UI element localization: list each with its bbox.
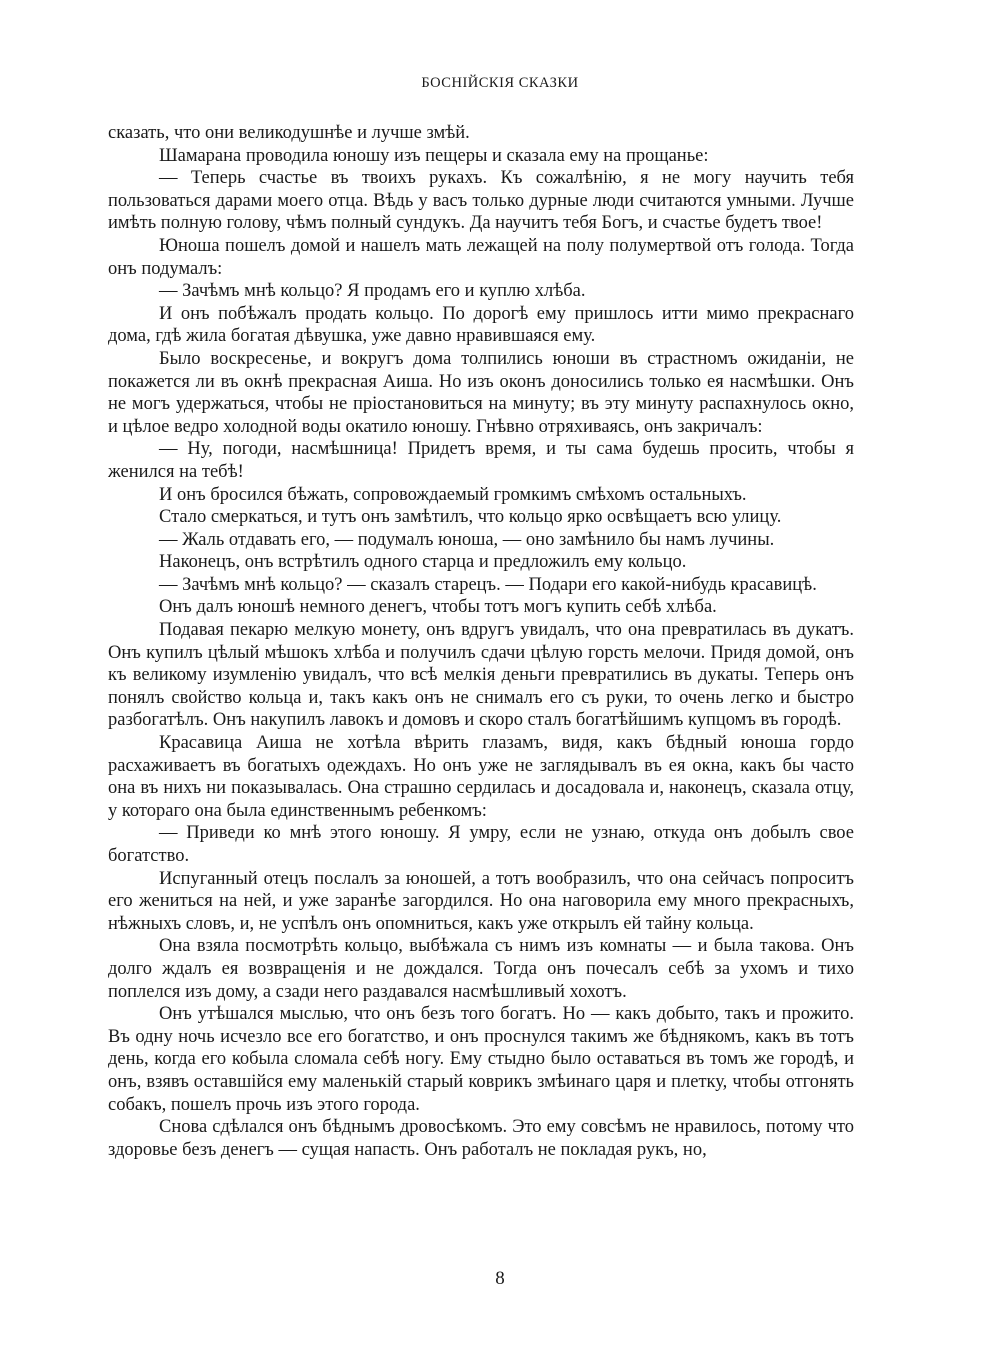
- body-text: [108, 122, 854, 1161]
- paragraph: — Зачѣмъ мнѣ кольцо? Я продамъ его и куплю хлѣба.: [159, 281, 586, 302]
- paragraph: сказать, что они великодушнѣе и лучше змѣй.: [108, 123, 470, 143]
- paragraph: Юноша пошелъ домой и нашелъ мать лежащей на полу полумертвой отъ голода. Тогда онъ подумалъ:: [108, 235, 854, 279]
- paragraph: — Теперь счастье въ твоихъ рукахъ. Къ сожалѣнію, я не могу научить тебя пользоваться дарами моего отца. Вѣдь у васъ только дурные люди считаются умными. Лучше имѣть полную голову, чѣмъ полный сундукъ. Да научитъ тебя Богъ, и счастье будетъ твое!: [108, 168, 854, 234]
- paragraph: Подавая пекарю мелкую монету, онъ вдругъ увидалъ, что она превратилась въ дукатъ. Онъ купилъ цѣлый мѣшокъ хлѣба и получилъ сдачи цѣлую горсть мелочи. Придя домой, онъ къ великому изумленію увидалъ, что всѣ мелкія деньги превратились въ дукаты. Теперь онъ понялъ свойство кольца и, такъ какъ онъ не снималъ его съ руки, то очень легко и быстро разбогатѣлъ. Онъ накупилъ лавокъ и домовъ и скоро сталъ богатѣйшимъ купцомъ въ городѣ.: [108, 620, 854, 731]
- paragraph: Наконецъ, онъ встрѣтилъ одного старца и предложилъ ему кольцо.: [159, 552, 687, 573]
- running-head: БОСНІЙСКІЯ СКАЗКИ: [421, 75, 579, 91]
- paragraph: Красавица Аиша не хотѣла вѣрить глазамъ, видя, какъ бѣдный юноша гордо расхаживаетъ въ богатыхъ одеждахъ. Но онъ уже не заглядывалъ въ ея окна, какъ бы часто она въ нихъ ни показывалась. Она страшно сердилась и досадовала и, наконецъ, сказала отцу, у котораго она была единственнымъ ребенкомъ:: [108, 733, 854, 821]
- paragraph: Было воскресенье, и вокругъ дома толпились юноши въ страстномъ ожиданіи, не покажется ли въ окнѣ прекрасная Аиша. Но изъ оконъ доносились только ея насмѣшки. Онъ не могъ удержаться, чтобы не пріостановиться на минуту; въ эту минуту распахнулось окно, и цѣлое ведро холодной воды окатило юношу. Гнѣвно отряхиваясь, онъ закричалъ:: [108, 348, 854, 437]
- paragraph: Онъ далъ юношѣ немного денегъ, чтобы тотъ могъ купить себѣ хлѣба.: [159, 597, 717, 618]
- paragraph: И онъ бросился бѣжать, сопровождаемый громкимъ смѣхомъ остальныхъ.: [159, 484, 747, 505]
- paragraph: Она взяла посмотрѣть кольцо, выбѣжала съ нимъ изъ комнаты — и была такова. Онъ долго ждалъ ея возвращенія и не дождался. Тогда онъ почесалъ себѣ за ухомъ и тихо поплелся изъ дому, а сзади него раздавался насмѣшливый хохотъ.: [108, 936, 854, 1002]
- paragraph: — Ну, погоди, насмѣшница! Придетъ время, и ты сама будешь просить, чтобы я женился на тебѣ!: [108, 439, 854, 482]
- paragraph: — Жаль отдавать его, — подумалъ юноша, — оно замѣнило бы намъ лучины.: [159, 529, 775, 550]
- paragraph: — Приведи ко мнѣ этого юношу. Я умру, если не узнаю, откуда онъ добылъ свое богатство.: [108, 823, 854, 866]
- paragraph: И онъ побѣжалъ продать кольцо. По дорогѣ ему пришлось итти мимо прекраснаго дома, гдѣ жила богатая дѣвушка, уже давно нравившаяся ему.: [108, 303, 854, 347]
- paragraph: Шамарана проводила юношу изъ пещеры и сказала ему на прощанье:: [159, 145, 709, 166]
- paragraph: Стало смеркаться, и тутъ онъ замѣтилъ, что кольцо ярко освѣщаетъ всю улицу.: [159, 507, 782, 528]
- paragraph: Снова сдѣлался онъ бѣднымъ дровосѣкомъ. Это ему совсѣмъ не нравилось, потому что здоровье безъ денегъ — сущая напасть. Онъ работалъ не покладая рукъ, но,: [108, 1117, 854, 1160]
- page-number: 8: [495, 1268, 505, 1289]
- paragraph: Онъ утѣшался мыслью, что онъ безъ того богатъ. Но — какъ добыто, такъ и прожито. Въ одну ночь исчезло все его богатство, и онъ проснулся такимъ же бѣднякомъ, какъ въ тотъ день, когда его кобыла сломала себѣ ногу. Ему стыдно было оставаться въ томъ же городѣ, и онъ, взявъ оставшійся ему маленькій старый коврикъ змѣинаго царя и плетку, чтобы отгонять собакъ, пошелъ прочь изъ этого города.: [108, 1004, 854, 1115]
- paragraph: — Зачѣмъ мнѣ кольцо? — сказалъ старецъ. — Подари его какой-нибудь красавицѣ.: [159, 574, 817, 595]
- paragraph: Испуганный отецъ послалъ за юношей, а тотъ вообразилъ, что она сейчасъ попроситъ его жениться на ней, и уже заранѣе загордился. Но она наговорила ему много прекрасныхъ, нѣжныхъ словъ, и, не успѣлъ онъ опомниться, какъ уже открылъ ей тайну кольца.: [108, 868, 854, 934]
